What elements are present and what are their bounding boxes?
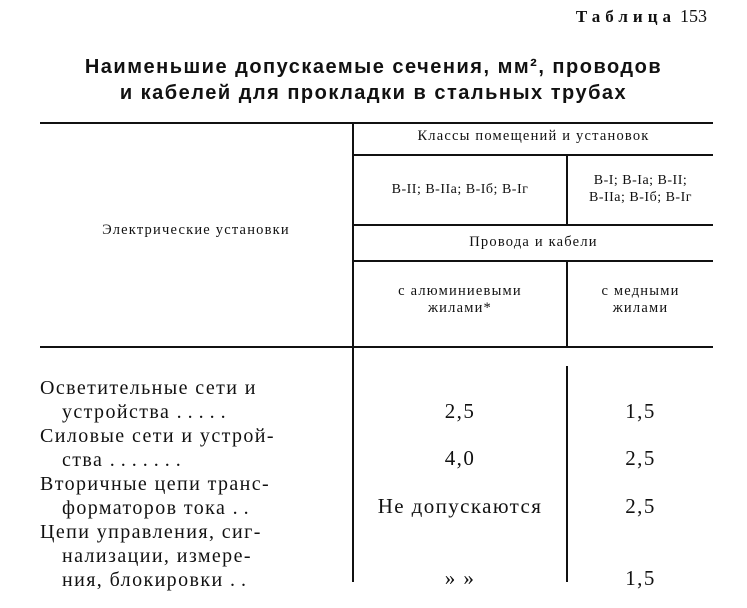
wires-rule [352, 260, 713, 262]
row-3-label-line-1: Вторичные цепи транс- [40, 473, 271, 495]
top-rule [40, 122, 713, 124]
table-number: 153 [680, 6, 707, 26]
table-caption-label: Таблица [575, 7, 676, 26]
table-caption [576, 6, 707, 27]
row-4-label-line-3: ния, блокировки .. [62, 569, 252, 591]
row-4-label-line-2: нализации, измере- [62, 545, 252, 567]
row-1-copper: 1,5 [625, 399, 656, 423]
classes-rule [352, 154, 713, 156]
header-class-group-2-line-1: В-I; В-Iа; В-II; [593, 173, 688, 188]
table-title-line-1: Наименьшие допускаемые сечения, мм², проводов [84, 56, 663, 78]
header-wires: Провода и кабели [469, 234, 598, 250]
class-groups-rule [352, 224, 713, 226]
row-2-label-line-2: ства ....... [62, 449, 187, 471]
row-4-label-line-1: Цепи управления, сиг- [40, 521, 262, 543]
header-aluminium-line-1: с алюминиевыми [398, 283, 522, 299]
header-bottom-rule [40, 346, 713, 348]
header-copper [568, 283, 713, 317]
header-class-group-1: В-II; В-IIа; В-Iб; В-Iг [391, 182, 529, 197]
row-2-label-line-1: Силовые сети и устрой- [40, 425, 275, 447]
header-class-group-2-line-2: В-IIа; В-Iб; В-Iг [588, 190, 692, 205]
row-4-copper: 1,5 [625, 566, 656, 590]
row-3-copper: 2,5 [625, 494, 656, 518]
row-2-aluminium: 4,0 [444, 446, 476, 470]
header-aluminium [354, 283, 566, 317]
row-1-label-line-2: устройства ..... [62, 401, 232, 423]
row-2-copper: 2,5 [625, 446, 656, 470]
header-copper-line-2: жилами [612, 300, 669, 316]
row-3-aluminium: Не допускаются [377, 494, 543, 518]
header-installations: Электрические установки [102, 222, 290, 238]
row-3-label-line-2: форматоров тока .. [62, 497, 255, 519]
header-aluminium-line-2: жилами* [427, 300, 493, 316]
header-copper-line-1: с медными [601, 283, 680, 299]
header-classes: Классы помещений и установок [417, 128, 650, 144]
table-title-line-2: и кабелей для прокладки в стальных трубах [119, 82, 628, 104]
header-class-group-2 [568, 172, 713, 206]
row-1-aluminium: 2,5 [444, 399, 476, 423]
row-1-label-line-1: Осветительные сети и [40, 377, 257, 399]
row-4-aluminium: » » [444, 566, 476, 590]
